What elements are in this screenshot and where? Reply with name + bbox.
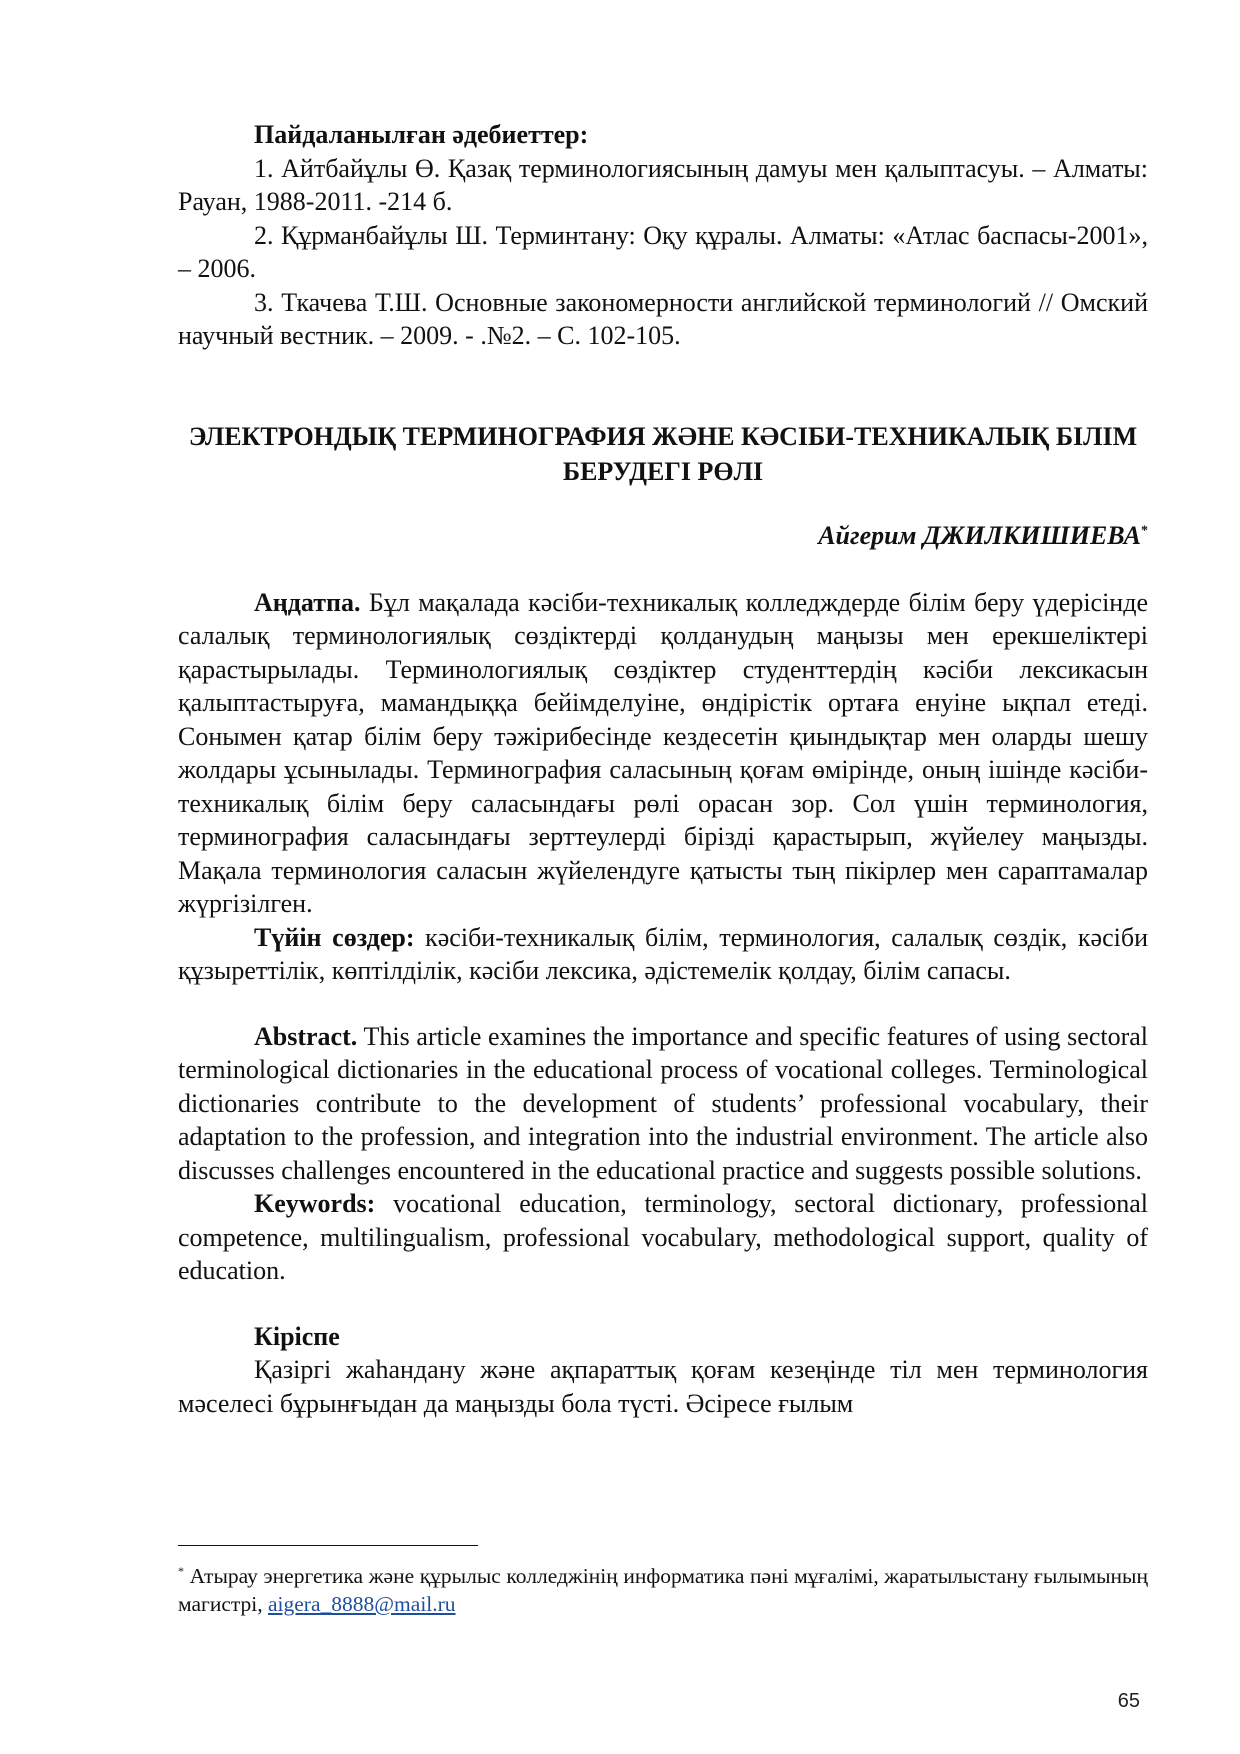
keywords-en-label: Keywords: [254,1189,376,1218]
author-line [178,519,1148,553]
reference-item-2: 2. Құрманбайұлы Ш. Терминтану: Оқу құралы. Алматы: «Атлас баспасы-2001», – 2006. [178,220,1148,283]
abstract-en-label: Abstract. [254,1021,358,1051]
abstract-kz [178,586,1148,921]
keywords-en [178,1187,1148,1288]
page-body [178,118,1148,1420]
intro-heading: Кіріспе [254,1321,340,1351]
article-title: ЭЛЕКТРОНДЫҚ ТЕРМИНОГРАФИЯ ЖӘНЕ КӘСІБИ-ТЕХНИКАЛЫҚ БІЛІМ БЕРУДЕГІ РӨЛІ [188,421,1138,486]
reference-item-3: 3. Ткачева Т.Ш. Основные закономерности английской терминологий // Омский научный вестник. – 2009. - .№2. – С. 102-105. [178,287,1148,350]
reference-item-1: 1. Айтбайұлы Ө. Қазақ терминологиясының дамуы мен қалыптасуы. – Алматы: Рауан, 1988-2011. -214 б. [178,153,1148,216]
intro-text: Қазіргі жаһандану және ақпараттық қоғам кезеңінде тіл мен терминология мәселесі бұрынғыдан да маңызды бола түсті. Әсіресе ғылым [178,1355,1148,1418]
footnote-mark: * [178,1563,184,1578]
page-number: 65 [1117,1690,1140,1712]
abstract-en-text: This article examines the importance and specific features of using sectoral terminological dictionaries in the educational process of vocational colleges. Terminological dictionaries contribute to the development of students’ professional vocabulary, their adaptation to the profession, and integration into the industrial environment. The article also discusses challenges encountered in the educational practice and suggests possible solutions. [178,1021,1148,1185]
author-name: Айгерим ДЖИЛКИШИЕВА [818,520,1141,550]
abstract-kz-label: Аңдатпа. [254,587,361,617]
references-heading: Пайдаланылған әдебиеттер: [254,120,589,149]
keywords-en-text: vocational education, terminology, sectoral dictionary, professional competence, multilingualism, professional vocabulary, methodological support, quality of education. [178,1189,1148,1285]
author-email-link[interactable]: aigera_8888@mail.ru [268,1592,456,1616]
abstract-kz-text: Бұл мақалада кәсіби-техникалық колледждерде білім беру үдерісінде салалық терминологиялық сөздіктерді қолданудың маңызы мен ерекшеліктері қарастырылады. Терминологиялық сөздіктер студенттердің кәсіби лексикасын қалыптастыруға, мамандыққа бейімделуіне, өндірістік ортаға енуіне ықпал етеді. Сонымен қатар білім беру тәжірибесінде кездесетін қиындықтар мен оларды шешу жолдары ұсынылады. Терминография саласының қоғам өмірінде, оның ішінде кәсіби-техникалық білім беру саласындағы рөлі орасан зор. Сол үшін терминология, терминография саласындағы зерттеулерді бірізді қарастырып, жүйелеу маңызды. Мақала терминология саласын жүйелендуге қатысты тың пікірлер мен сараптамалар жүргізілген. [178,587,1148,918]
author-footnote-mark: * [1141,522,1148,538]
abstract-en [178,1020,1148,1188]
keywords-kz [178,921,1148,988]
footnote-text: Атырау энергетика және құрылыс колледжінің информатика пәні мұғалімі, жаратылыстану ғылымының магистрі, [178,1564,1148,1616]
keywords-kz-label: Түйін сөздер: [254,922,415,952]
keywords-kz-text: кәсіби-техникалық білім, терминология, салалық сөздік, кәсіби құзыреттілік, көптілділік, кәсіби лексика, әдістемелік қолдау, білім сапасы. [178,922,1149,985]
footnote [178,1562,1148,1618]
footnote-divider [178,1545,478,1546]
